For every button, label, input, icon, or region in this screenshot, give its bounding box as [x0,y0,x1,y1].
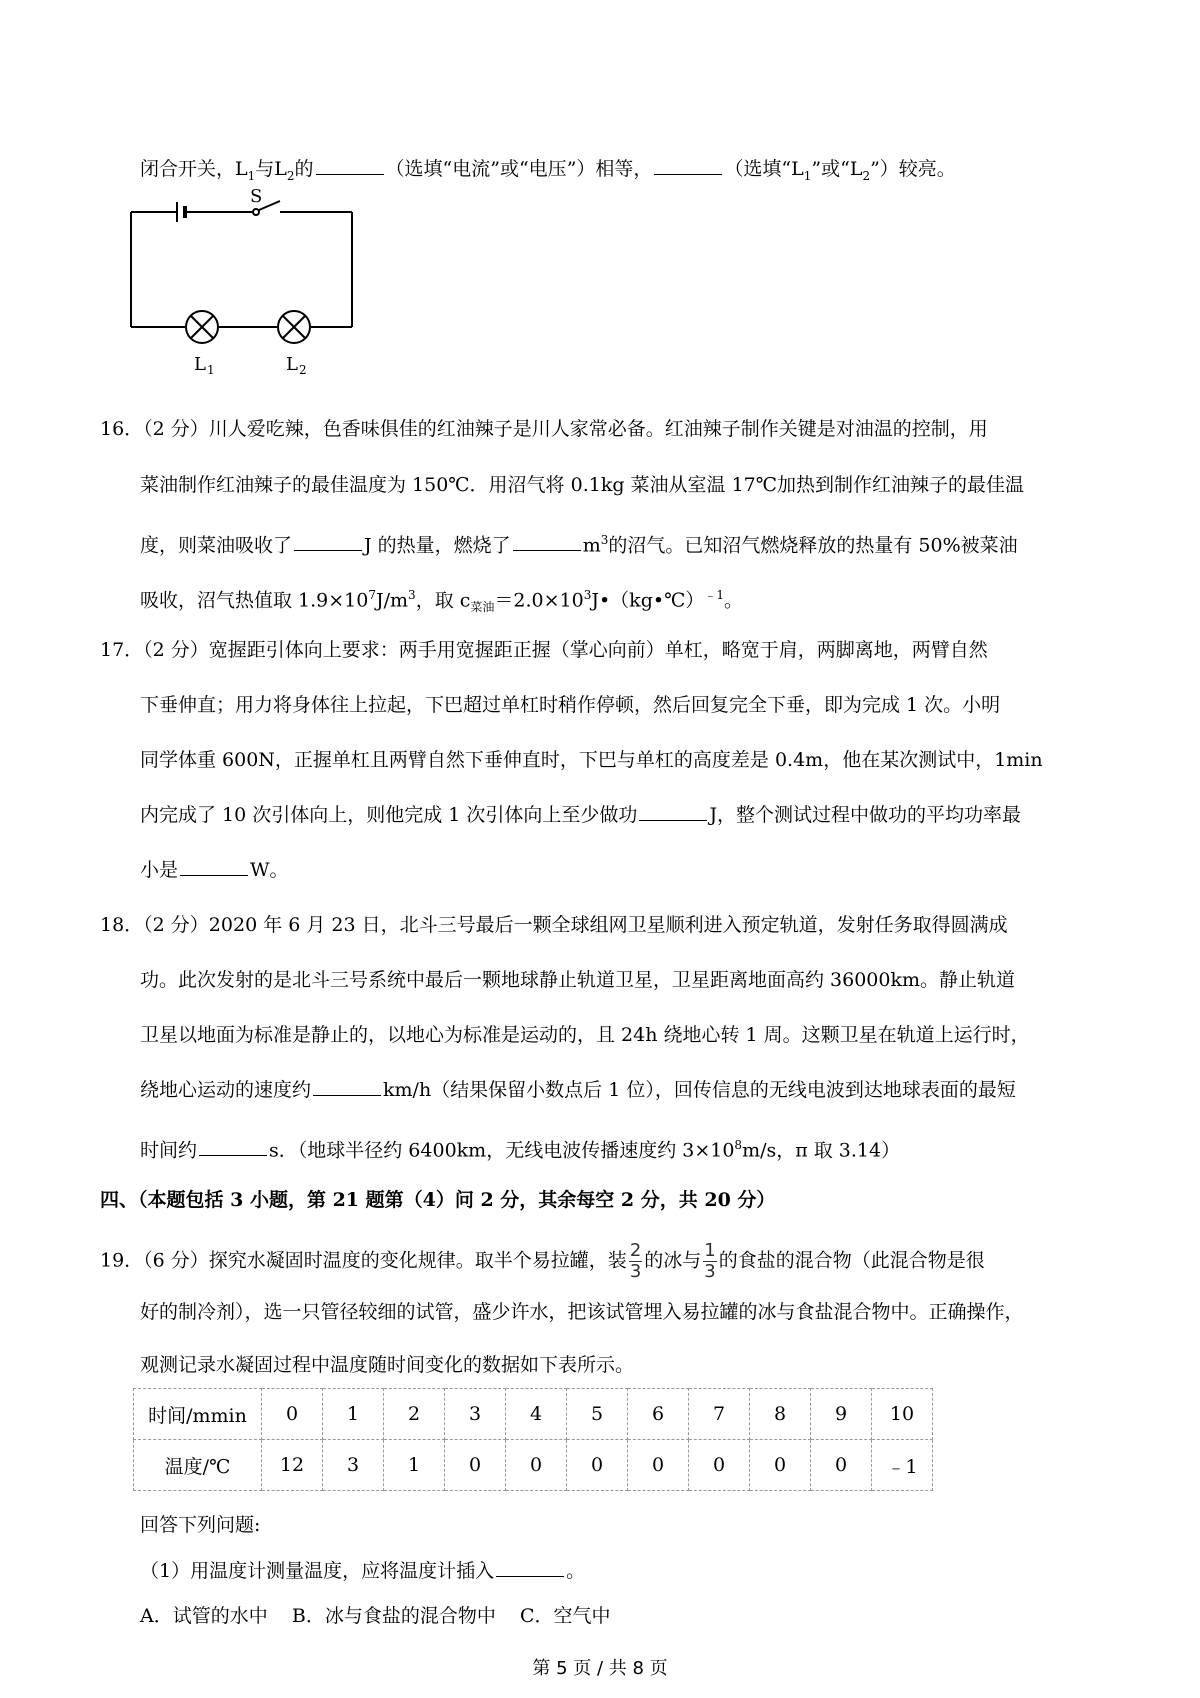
fraction-numerator: 2 [629,1240,642,1261]
answer-blank[interactable] [496,1558,564,1577]
q18-text-part: km/h（结果保留小数点后 1 位），回传信息的无线电波到达地球表面的最短 [383,1079,1016,1101]
table-cell: 8 [750,1389,811,1440]
q16-sup: ﹣1 [704,588,724,602]
q18-text-part: 时间约 [140,1139,198,1162]
answer-blank[interactable] [180,857,248,876]
page-footer: 第 5 页 / 共 8 页 [532,1658,668,1679]
q17-line-4 [140,800,1021,830]
q17-text-part: W。 [250,859,289,881]
q15-text-part: （选填“电流”或“电压”）相等， [385,158,653,180]
table-cell: 0 [567,1440,628,1491]
q16-text-part: 的沼气。已知沼气燃烧释放的热量有 50%被菜油 [608,534,1018,557]
q17-line-3: 同学体重 600N，正握单杠且两臂自然下垂伸直时，下巴与单杠的高度差是 0.4m，他在某次测试中，1min [140,749,1043,771]
q19-text-part: （1）用温度计测量温度，应将温度计插入 [140,1560,495,1582]
lamp2-label-sub: 2 [299,363,307,377]
q19-sub-question-1 [140,1556,585,1586]
q16-line-4 [140,580,743,622]
q16-text-part: J•（kg•℃） [591,589,705,612]
q16-text-part: J 的热量，燃烧了 [364,534,511,557]
q16-text-part: ＝2.0×10 [494,589,584,612]
table-cell: 0 [506,1440,567,1491]
q17-text-part: J，整个测试过程中做功的平均功率最 [709,804,1022,826]
q17-text-part: 小是 [140,859,179,881]
answer-blank[interactable] [639,802,707,821]
circuit-diagram [130,186,390,385]
table-cell: 0 [750,1440,811,1491]
table-cell: 2 [384,1389,445,1440]
table-cell: 0 [811,1440,872,1491]
q16-line-2: 菜油制作红油辣子的最佳温度为 150℃．用沼气将 0.1kg 菜油从室温 17℃加热到制作红油辣子的最佳温 [140,474,1025,496]
table-cell: 12 [262,1440,323,1491]
switch-label: S [250,186,263,207]
q15-sub: 2 [286,168,295,183]
table-header-temperature: 温度/℃ [134,1440,262,1491]
fraction-one-third [703,1241,716,1282]
q18-line-5 [140,1130,900,1165]
table-cell: ﹣1 [872,1440,933,1491]
q19-text-part: 的食盐的混合物（此混合物是很 [718,1249,985,1272]
q19-line-2: 好的制冷剂），选一只管径较细的试管，盛少许水，把该试管埋入易拉罐的冰与食盐混合物中。正确操作， [140,1301,1024,1323]
table-cell: 0 [262,1389,323,1440]
q17-line-2: 下垂伸直；用力将身体往上拉起，下巴超过单杠时稍作停顿，然后回复完全下垂，即为完成 1 次。小明 [140,694,1001,716]
q15-text-part: （选填“L [724,158,804,180]
answer-blank[interactable] [513,532,581,551]
table-cell: 1 [384,1440,445,1491]
table-cell: 1 [323,1389,384,1440]
q19-line-3: 观测记录水凝固过程中温度随时间变化的数据如下表所示。 [140,1354,635,1376]
q18-text-part: s．（地球半径约 6400km，无线电波传播速度约 3×10 [269,1139,735,1162]
q15-text [140,154,956,191]
lamp1-label: L [194,354,206,375]
table-cell: 0 [445,1440,506,1491]
temperature-table [133,1388,933,1491]
q18-line-2: 功。此次发射的是北斗三号系统中最后一颗地球静止轨道卫星，卫星距离地面高约 36000km。静止轨道 [140,969,1016,991]
q15-text-part: ”）较亮。 [870,158,956,180]
q15-sub: 1 [803,168,812,183]
q16-sup: 3 [408,588,416,602]
q18-text-part: m/s，π 取 3.14） [742,1139,901,1162]
q19-text-part: 。 [566,1560,586,1582]
q19-line-1 [100,1241,985,1282]
q18-line-1: 18．（2 分）2020 年 6 月 23 日，北斗三号最后一颗全球组网卫星顺利进入预定轨道，发射任务取得圆满成 [100,914,1008,936]
table-cell: 4 [506,1389,567,1440]
q16-text-part: ，取 c [415,589,471,612]
q15-sub: 2 [862,168,871,183]
fraction-denominator: 3 [629,1261,642,1282]
q17-line-1: 17．（2 分）宽握距引体向上要求：两手用宽握距正握（掌心向前）单杠，略宽于肩，两脚离地，两臂自然 [100,639,988,661]
q19-text-part: 19．（6 分）探究水凝固时温度的变化规律。取半个易拉罐，装 [100,1249,627,1272]
table-cell: 10 [872,1389,933,1440]
table-cell: 9 [811,1389,872,1440]
q19-options: A．试管的水中 B．冰与食盐的混合物中 C．空气中 [140,1605,611,1627]
table-cell: 5 [567,1389,628,1440]
q16-sup: 3 [583,588,592,602]
answer-blank[interactable] [199,1137,267,1156]
table-cell: 7 [689,1389,750,1440]
table-row [134,1440,933,1491]
lamp1-label-sub: 1 [207,363,215,377]
table-row [134,1389,933,1440]
q16-text-part: m [582,534,601,557]
q15-sub: 1 [247,168,256,183]
q15-text-part: 的 [294,158,314,180]
q15-text-part: 与L [255,158,287,180]
q16-text-part: 吸收，沼气热值取 1.9×10 [140,589,369,612]
answer-blank[interactable] [316,156,384,175]
table-cell: 6 [628,1389,689,1440]
q15-text-part: ”或“L [811,158,863,180]
q16-line-3 [140,525,1018,560]
lamp2-label: L [286,354,298,375]
q16-sup: 3 [600,533,609,547]
table-cell: 0 [689,1440,750,1491]
fraction-two-thirds [629,1241,642,1282]
answer-prompt: 回答下列问题: [140,1514,261,1536]
table-header-time: 时间/mmin [134,1389,262,1440]
q19-text-part: 的冰与 [644,1249,702,1272]
answer-blank[interactable] [654,156,722,175]
answer-blank[interactable] [294,532,362,551]
q16-sup: 7 [368,588,376,602]
q16-text-part: 。 [723,589,743,612]
q18-line-4 [140,1075,1016,1105]
answer-blank[interactable] [313,1077,381,1096]
q17-line-5 [140,855,289,885]
q17-text-part: 内完成了 10 次引体向上，则他完成 1 次引体向上至少做功 [140,804,638,826]
q16-sub: 菜油 [470,600,495,615]
q18-line-3: 卫星以地面为标准是静止的，以地心为标准是运动的，且 24h 绕地心转 1 周。这颗卫星在轨道上运行时， [140,1024,1030,1046]
table-cell: 0 [628,1440,689,1491]
q15-text-part: 闭合开关，L [140,158,248,180]
section-heading: 四、（本题包括 3 小题，第 21 题第（4）问 2 分，其余每空 2 分，共 20 分） [100,1189,776,1211]
q16-text-part: J/m [376,589,409,612]
fraction-numerator: 1 [704,1240,716,1261]
table-cell: 3 [445,1389,506,1440]
q16-text-part: 度，则菜油吸收了 [140,534,293,557]
table-cell: 3 [323,1440,384,1491]
q16-line-1: 16．（2 分）川人爱吃辣，色香味俱佳的红油辣子是川人家常必备。红油辣子制作关键是对油温的控制，用 [100,418,988,440]
switch-contact [253,209,259,215]
q18-sup: 8 [734,1138,743,1152]
q18-text-part: 绕地心运动的速度约 [140,1079,312,1101]
fraction-denominator: 3 [704,1261,716,1282]
